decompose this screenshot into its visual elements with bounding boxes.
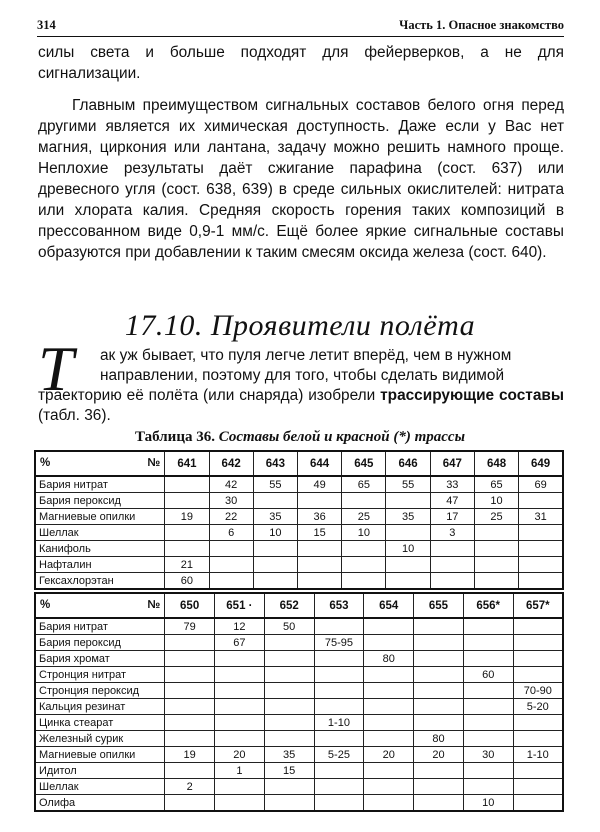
percent-cell: 60: [463, 667, 513, 683]
number-sign-label: №: [147, 457, 161, 469]
percent-cell: [463, 651, 513, 667]
percent-cell: [215, 667, 265, 683]
percent-cell: [215, 779, 265, 795]
percent-cell: [463, 618, 513, 635]
composition-number-header: 655: [414, 593, 464, 618]
percent-cell: [165, 699, 215, 715]
composition-number-header: 656*: [463, 593, 513, 618]
percent-cell: 70-90: [513, 683, 563, 699]
percent-cell: 75-95: [314, 635, 364, 651]
composition-table-1: [34, 450, 564, 590]
percent-cell: [519, 541, 563, 557]
percent-cell: [463, 715, 513, 731]
intro-bold-term: трассирующие составы: [380, 387, 564, 404]
composition-number-header: 652: [264, 593, 314, 618]
percent-cell: [264, 731, 314, 747]
composition-number-header: 641: [165, 451, 209, 476]
composition-number-header: 650: [165, 593, 215, 618]
percent-cell: 19: [165, 509, 209, 525]
composition-number-header: 651 ·: [215, 593, 265, 618]
percent-cell: [364, 699, 414, 715]
intro-text-before: траекторию её полёта (или снаряда) изобрели: [38, 387, 376, 404]
percent-cell: [463, 731, 513, 747]
composition-number-header: 644: [298, 451, 342, 476]
percent-cell: 33: [430, 476, 474, 493]
percent-cell: [519, 525, 563, 541]
percent-cell: 35: [386, 509, 430, 525]
table-caption-label: Таблица 36.: [135, 429, 215, 445]
percent-cell: [264, 779, 314, 795]
percent-cell: [364, 683, 414, 699]
composition-number-header: 645: [342, 451, 386, 476]
percent-cell: [474, 525, 518, 541]
percent-cell: 10: [386, 541, 430, 557]
table-header-row: [35, 593, 563, 618]
section-heading: 17.10. Проявители полёта: [124, 309, 476, 342]
percent-cell: [364, 715, 414, 731]
percent-cell: [414, 618, 464, 635]
percent-cell: [414, 763, 464, 779]
percent-cell: 5-25: [314, 747, 364, 763]
percent-cell: 30: [463, 747, 513, 763]
table-caption-title: Составы белой и красной (*) трассы: [218, 429, 465, 445]
percent-cell: 19: [165, 747, 215, 763]
component-name: Бария нитрат: [35, 618, 165, 635]
paragraph-continuation: силы света и больше подходят для фейерверков, а не для сигнализации.: [38, 44, 564, 82]
percent-cell: 65: [474, 476, 518, 493]
percent-cell: [165, 635, 215, 651]
table-row: [35, 557, 563, 573]
intro-line-1: ак уж бывает, что пуля легче летит вперёд, чем в нужном: [100, 347, 512, 364]
percent-cell: [342, 541, 386, 557]
component-name: Кальция резинат: [35, 699, 165, 715]
percent-cell: [165, 667, 215, 683]
percent-cell: 79: [165, 618, 215, 635]
component-name: Канифоль: [35, 541, 165, 557]
percent-cell: 15: [298, 525, 342, 541]
percent-cell: [165, 795, 215, 812]
percent-cell: [342, 557, 386, 573]
table-corner-cell: [35, 593, 165, 618]
percent-cell: [513, 763, 563, 779]
percent-cell: 1-10: [314, 715, 364, 731]
composition-number-header: 648: [474, 451, 518, 476]
percent-cell: 65: [342, 476, 386, 493]
percent-cell: [414, 699, 464, 715]
percent-cell: [165, 715, 215, 731]
percent-cell: 2: [165, 779, 215, 795]
percent-cell: [364, 763, 414, 779]
percent-cell: [364, 731, 414, 747]
percent-cell: [414, 651, 464, 667]
component-name: Магниевые опилки: [35, 509, 165, 525]
table-row: [35, 476, 563, 493]
percent-cell: 35: [264, 747, 314, 763]
component-name: Магниевые опилки: [35, 747, 165, 763]
percent-cell: [253, 493, 297, 509]
table-row: [35, 667, 563, 683]
table-row: [35, 509, 563, 525]
percent-cell: [386, 557, 430, 573]
percent-cell: [414, 715, 464, 731]
percent-cell: [298, 557, 342, 573]
percent-cell: [215, 715, 265, 731]
percent-label: %: [40, 457, 51, 469]
percent-cell: [364, 795, 414, 812]
percent-cell: 55: [386, 476, 430, 493]
percent-cell: [474, 573, 518, 590]
component-name: Цинка стеарат: [35, 715, 165, 731]
percent-cell: 10: [463, 795, 513, 812]
composition-number-header: 647: [430, 451, 474, 476]
composition-number-header: 654: [364, 593, 414, 618]
percent-cell: [314, 618, 364, 635]
percent-cell: [430, 541, 474, 557]
percent-cell: 6: [209, 525, 253, 541]
table-row: [35, 795, 563, 812]
percent-cell: 31: [519, 509, 563, 525]
component-name: Олифа: [35, 795, 165, 812]
table-row: [35, 493, 563, 509]
percent-cell: [314, 667, 364, 683]
percent-cell: [513, 779, 563, 795]
percent-cell: [386, 493, 430, 509]
drop-cap: Т: [38, 333, 74, 404]
percent-cell: [215, 683, 265, 699]
percent-cell: 22: [209, 509, 253, 525]
percent-cell: [519, 493, 563, 509]
table-row: [35, 618, 563, 635]
table-row: [35, 747, 563, 763]
composition-number-header: 646: [386, 451, 430, 476]
percent-cell: 36: [298, 509, 342, 525]
table-row: [35, 699, 563, 715]
percent-cell: 35: [253, 509, 297, 525]
percent-cell: [165, 476, 209, 493]
percent-cell: [209, 557, 253, 573]
percent-cell: 5-20: [513, 699, 563, 715]
percent-cell: [165, 541, 209, 557]
percent-cell: [513, 618, 563, 635]
composition-number-header: 643: [253, 451, 297, 476]
intro-text-after: (табл. 36).: [38, 407, 111, 424]
table-row: [35, 715, 563, 731]
percent-cell: [314, 651, 364, 667]
percent-cell: [513, 667, 563, 683]
component-name: Бария пероксид: [35, 493, 165, 509]
percent-cell: [264, 651, 314, 667]
component-name: Шеллак: [35, 779, 165, 795]
percent-cell: 80: [364, 651, 414, 667]
percent-cell: 60: [165, 573, 209, 590]
percent-cell: [165, 651, 215, 667]
component-name: Шеллак: [35, 525, 165, 541]
percent-cell: [386, 525, 430, 541]
percent-cell: [215, 699, 265, 715]
table-row: [35, 779, 563, 795]
percent-cell: 21: [165, 557, 209, 573]
percent-cell: [519, 573, 563, 590]
composition-number-header: 642: [209, 451, 253, 476]
table-row: [35, 763, 563, 779]
percent-cell: [463, 763, 513, 779]
percent-cell: 69: [519, 476, 563, 493]
percent-cell: [264, 699, 314, 715]
percent-cell: 10: [253, 525, 297, 541]
percent-cell: [298, 573, 342, 590]
percent-cell: 49: [298, 476, 342, 493]
percent-cell: [209, 541, 253, 557]
table-row: [35, 541, 563, 557]
percent-cell: [209, 573, 253, 590]
percent-cell: 25: [342, 509, 386, 525]
percent-cell: [314, 779, 364, 795]
component-name: Стронция пероксид: [35, 683, 165, 699]
percent-cell: 42: [209, 476, 253, 493]
table-row: [35, 731, 563, 747]
percent-cell: [414, 635, 464, 651]
percent-cell: 20: [215, 747, 265, 763]
page-number: 314: [37, 18, 56, 32]
number-sign-label: №: [147, 599, 161, 611]
percent-cell: [463, 779, 513, 795]
paragraph-white-fire: Главным преимуществом сигнальных составов белого огня перед другими является их химическая доступность. Даже если у Вас нет магния, циркония или лантана, задачу можно решить намного проще. Неплохие результаты даёт сжигание парафина (сост. 637) или древесного угля (сост. 638, 639) в среде сильных окислителей: нитрата или хлората калия. Средняя скорость горения таких композиций в прессованном виде 0,9-1 мм/с. Ещё более яркие сигнальные составы образуются при добавлении к таким смесям оксида железа (сост. 640).: [38, 97, 564, 261]
percent-cell: 12: [215, 618, 265, 635]
percent-cell: [264, 667, 314, 683]
percent-cell: [298, 541, 342, 557]
table-row: [35, 573, 563, 590]
percent-cell: 1-10: [513, 747, 563, 763]
component-name: Железный сурик: [35, 731, 165, 747]
percent-cell: [253, 557, 297, 573]
intro-rest: [38, 386, 564, 426]
percent-cell: [430, 573, 474, 590]
composition-number-header: 653: [314, 593, 364, 618]
percent-cell: 25: [474, 509, 518, 525]
component-name: Бария хромат: [35, 651, 165, 667]
composition-number-header: 657*: [513, 593, 563, 618]
intro-line-2: направлении, поэтому для того, чтобы сделать видимой: [100, 367, 505, 384]
percent-cell: 3: [430, 525, 474, 541]
percent-cell: [264, 635, 314, 651]
component-name: Бария пероксид: [35, 635, 165, 651]
percent-cell: [342, 573, 386, 590]
percent-cell: [264, 795, 314, 812]
percent-cell: [314, 683, 364, 699]
percent-cell: 10: [342, 525, 386, 541]
percent-label: %: [40, 599, 51, 611]
component-name: Гексахлорэтан: [35, 573, 165, 590]
percent-cell: [298, 493, 342, 509]
percent-cell: [519, 557, 563, 573]
table-row: [35, 635, 563, 651]
percent-cell: [463, 635, 513, 651]
component-name: Бария нитрат: [35, 476, 165, 493]
percent-cell: [364, 618, 414, 635]
percent-cell: [215, 795, 265, 812]
percent-cell: 55: [253, 476, 297, 493]
percent-cell: [513, 731, 563, 747]
percent-cell: [364, 779, 414, 795]
percent-cell: 20: [364, 747, 414, 763]
composition-number-header: 649: [519, 451, 563, 476]
percent-cell: 30: [209, 493, 253, 509]
percent-cell: [314, 699, 364, 715]
percent-cell: [414, 683, 464, 699]
percent-cell: [414, 795, 464, 812]
percent-cell: [253, 573, 297, 590]
component-name: Нафталин: [35, 557, 165, 573]
percent-cell: [165, 493, 209, 509]
percent-cell: 67: [215, 635, 265, 651]
percent-cell: [414, 667, 464, 683]
table-header-row: [35, 451, 563, 476]
percent-cell: [165, 731, 215, 747]
percent-cell: [386, 573, 430, 590]
percent-cell: [342, 493, 386, 509]
percent-cell: [165, 525, 209, 541]
table-row: [35, 525, 563, 541]
percent-cell: [264, 715, 314, 731]
percent-cell: 1: [215, 763, 265, 779]
percent-cell: 15: [264, 763, 314, 779]
percent-cell: [314, 731, 364, 747]
percent-cell: 20: [414, 747, 464, 763]
table-corner-cell: [35, 451, 165, 476]
percent-cell: [513, 651, 563, 667]
composition-table-2: [34, 592, 564, 812]
percent-cell: [253, 541, 297, 557]
percent-cell: [314, 763, 364, 779]
percent-cell: [314, 795, 364, 812]
percent-cell: 10: [474, 493, 518, 509]
table-row: [35, 683, 563, 699]
component-name: Стронция нитрат: [35, 667, 165, 683]
percent-cell: [474, 557, 518, 573]
percent-cell: [414, 779, 464, 795]
percent-cell: [513, 715, 563, 731]
section-intro: [38, 346, 564, 426]
percent-cell: 47: [430, 493, 474, 509]
percent-cell: [364, 635, 414, 651]
chapter-title: Часть 1. Опасное знакомство: [399, 18, 564, 32]
percent-cell: [463, 683, 513, 699]
percent-cell: [463, 699, 513, 715]
percent-cell: 17: [430, 509, 474, 525]
percent-cell: [215, 731, 265, 747]
table-row: [35, 651, 563, 667]
percent-cell: [513, 635, 563, 651]
percent-cell: 50: [264, 618, 314, 635]
table-caption: [0, 429, 600, 446]
component-name: Идитол: [35, 763, 165, 779]
percent-cell: [264, 683, 314, 699]
percent-cell: [165, 683, 215, 699]
percent-cell: [364, 667, 414, 683]
percent-cell: [165, 763, 215, 779]
percent-cell: [474, 541, 518, 557]
running-header: [37, 18, 564, 37]
percent-cell: [513, 795, 563, 812]
percent-cell: [430, 557, 474, 573]
percent-cell: [215, 651, 265, 667]
percent-cell: 80: [414, 731, 464, 747]
